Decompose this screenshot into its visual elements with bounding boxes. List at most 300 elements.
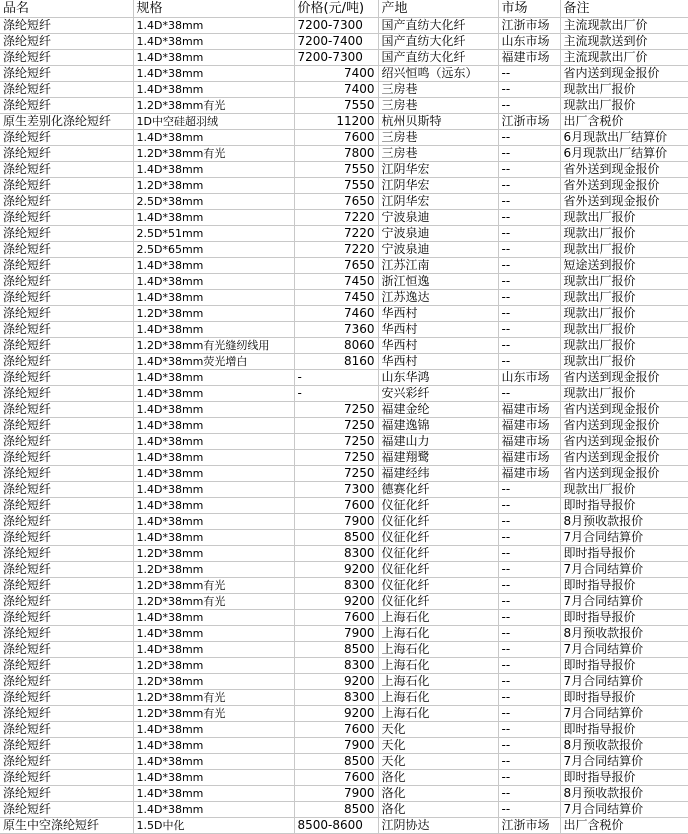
product-name-cell: 涤纶短纤 [0,370,133,386]
market-cell: -- [498,546,560,562]
note-cell: 即时指导报价 [560,578,688,594]
spec-cell: 1.2D*38mm [133,562,294,578]
market-cell: -- [498,578,560,594]
origin-cell: 国产直纺大化纤 [378,34,498,50]
product-name-cell: 涤纶短纤 [0,578,133,594]
spec-cell: 1.4D*38mm [133,290,294,306]
note-cell: 现款出厂报价 [560,306,688,322]
origin-cell: 福建逸锦 [378,418,498,434]
header-market: 市场 [498,0,560,18]
table-row [0,162,688,178]
origin-cell: 福建山力 [378,434,498,450]
product-name-cell: 涤纶短纤 [0,210,133,226]
table-row [0,210,688,226]
origin-cell: 华西村 [378,354,498,370]
note-cell: 7月合同结算价 [560,706,688,722]
product-name-cell: 涤纶短纤 [0,226,133,242]
note-cell: 现款出厂报价 [560,226,688,242]
price-cell: 7600 [294,498,378,514]
market-cell: -- [498,354,560,370]
origin-cell: 上海石化 [378,690,498,706]
product-name-cell: 涤纶短纤 [0,130,133,146]
market-cell: -- [498,210,560,226]
market-cell: 山东市场 [498,34,560,50]
market-cell: -- [498,226,560,242]
product-name-cell: 涤纶短纤 [0,754,133,770]
spec-cell: 1.4D*38mm [133,514,294,530]
note-cell: 现款出厂报价 [560,98,688,114]
table-row [0,338,688,354]
origin-cell: 天化 [378,754,498,770]
product-name-cell: 原生差别化涤纶短纤 [0,114,133,130]
table-row [0,482,688,498]
market-cell: -- [498,706,560,722]
market-cell: -- [498,386,560,402]
note-cell: 即时指导报价 [560,498,688,514]
market-cell: 福建市场 [498,418,560,434]
product-name-cell: 涤纶短纤 [0,146,133,162]
origin-cell: 仪征化纤 [378,530,498,546]
table-row [0,402,688,418]
spec-cell: 1.4D*38mm [133,466,294,482]
note-cell: 省内送到现金报价 [560,66,688,82]
product-name-cell: 涤纶短纤 [0,786,133,802]
header-price: 价格(元/吨) [294,0,378,18]
spec-cell: 1.4D*38mm [133,258,294,274]
spec-cell: 1.4D*38mm [133,770,294,786]
price-cell: 7200-7300 [294,18,378,34]
origin-cell: 华西村 [378,322,498,338]
market-cell: -- [498,802,560,818]
price-cell: 7900 [294,626,378,642]
note-cell: 主流现款出厂价 [560,50,688,66]
header-row [0,0,688,18]
market-cell: 福建市场 [498,402,560,418]
product-name-cell: 涤纶短纤 [0,658,133,674]
table-row [0,290,688,306]
origin-cell: 仪征化纤 [378,562,498,578]
origin-cell: 华西村 [378,338,498,354]
product-name-cell: 涤纶短纤 [0,770,133,786]
market-cell: -- [498,754,560,770]
market-cell: -- [498,338,560,354]
product-name-cell: 涤纶短纤 [0,50,133,66]
price-cell: 7250 [294,434,378,450]
note-cell: 7月合同结算价 [560,674,688,690]
product-name-cell: 涤纶短纤 [0,402,133,418]
table-row [0,706,688,722]
table-row [0,578,688,594]
table-row [0,658,688,674]
origin-cell: 江苏逸达 [378,290,498,306]
market-cell: -- [498,610,560,626]
product-name-cell: 涤纶短纤 [0,482,133,498]
origin-cell: 山东华鸿 [378,370,498,386]
market-cell: -- [498,322,560,338]
origin-cell: 三房巷 [378,130,498,146]
note-cell: 8月预收款报价 [560,514,688,530]
table-row [0,386,688,402]
product-name-cell: 涤纶短纤 [0,674,133,690]
price-cell: 7360 [294,322,378,338]
spec-cell: 1D中空硅超羽绒 [133,114,294,130]
table-row [0,354,688,370]
spec-cell: 1.4D*38mm [133,370,294,386]
origin-cell: 仪征化纤 [378,514,498,530]
market-cell: -- [498,498,560,514]
note-cell: 即时指导报价 [560,546,688,562]
spec-cell: 2.5D*38mm [133,194,294,210]
spec-cell: 1.4D*38mm [133,754,294,770]
market-cell: -- [498,722,560,738]
price-cell: 7550 [294,98,378,114]
origin-cell: 天化 [378,722,498,738]
table-row [0,562,688,578]
market-cell: -- [498,738,560,754]
table-row [0,226,688,242]
product-name-cell: 涤纶短纤 [0,690,133,706]
product-name-cell: 涤纶短纤 [0,610,133,626]
table-row [0,754,688,770]
table-row [0,18,688,34]
price-cell: 9200 [294,562,378,578]
product-name-cell: 涤纶短纤 [0,98,133,114]
market-cell: -- [498,482,560,498]
note-cell: 7月合同结算价 [560,530,688,546]
spec-cell: 1.4D*38mm [133,322,294,338]
origin-cell: 仪征化纤 [378,498,498,514]
product-name-cell: 涤纶短纤 [0,546,133,562]
origin-cell: 仪征化纤 [378,578,498,594]
product-name-cell: 涤纶短纤 [0,338,133,354]
origin-cell: 宁波泉迪 [378,242,498,258]
table-row [0,322,688,338]
origin-cell: 德赛化纤 [378,482,498,498]
product-name-cell: 涤纶短纤 [0,434,133,450]
origin-cell: 江阴协达 [378,818,498,834]
spec-cell: 1.4D*38mm [133,18,294,34]
origin-cell: 上海石化 [378,610,498,626]
market-cell: -- [498,786,560,802]
table-row [0,370,688,386]
table-row [0,146,688,162]
origin-cell: 三房巷 [378,98,498,114]
price-cell: 7250 [294,450,378,466]
product-name-cell: 涤纶短纤 [0,162,133,178]
origin-cell: 绍兴恒鸣（远东） [378,66,498,82]
product-name-cell: 涤纶短纤 [0,274,133,290]
table-row [0,738,688,754]
price-cell: 8500 [294,642,378,658]
product-name-cell: 涤纶短纤 [0,722,133,738]
spec-cell: 1.4D*38mm [133,530,294,546]
table-row [0,642,688,658]
origin-cell: 三房巷 [378,82,498,98]
table-row [0,514,688,530]
origin-cell: 洛化 [378,786,498,802]
price-cell: 8300 [294,690,378,706]
market-cell: -- [498,274,560,290]
price-cell: 8160 [294,354,378,370]
product-name-cell: 涤纶短纤 [0,418,133,434]
price-cell: 7220 [294,242,378,258]
table-row [0,194,688,210]
table-row [0,66,688,82]
market-cell: -- [498,66,560,82]
price-cell: 7550 [294,162,378,178]
spec-cell: 1.4D*38mm [133,50,294,66]
note-cell: 省外送到现金报价 [560,194,688,210]
product-name-cell: 涤纶短纤 [0,738,133,754]
note-cell: 短途送到报价 [560,258,688,274]
origin-cell: 洛化 [378,770,498,786]
product-name-cell: 涤纶短纤 [0,194,133,210]
note-cell: 省内送到现金报价 [560,402,688,418]
note-cell: 7月合同结算价 [560,754,688,770]
table-row [0,98,688,114]
table-row [0,546,688,562]
spec-cell: 1.4D*38mm [133,498,294,514]
product-name-cell: 涤纶短纤 [0,466,133,482]
note-cell: 8月预收款报价 [560,786,688,802]
origin-cell: 福建翔鹭 [378,450,498,466]
product-name-cell: 涤纶短纤 [0,802,133,818]
table-row [0,722,688,738]
spec-cell: 1.4D*38mm [133,402,294,418]
origin-cell: 仪征化纤 [378,594,498,610]
price-cell: - [294,370,378,386]
price-cell: 7900 [294,514,378,530]
spec-cell: 1.2D*38mm [133,178,294,194]
note-cell: 出厂含税价 [560,818,688,834]
table-row [0,770,688,786]
price-cell: 9200 [294,674,378,690]
price-cell: 7650 [294,258,378,274]
spec-cell: 1.4D*38mm [133,386,294,402]
table-row [0,818,688,834]
origin-cell: 洛化 [378,802,498,818]
spec-cell: 1.4D*38mm [133,418,294,434]
origin-cell: 杭州贝斯特 [378,114,498,130]
origin-cell: 宁波泉迪 [378,226,498,242]
price-cell: 8500 [294,802,378,818]
product-name-cell: 涤纶短纤 [0,258,133,274]
market-cell: -- [498,530,560,546]
price-cell: 7400 [294,82,378,98]
product-name-cell: 涤纶短纤 [0,498,133,514]
table-row [0,498,688,514]
spec-cell: 1.4D*38mm [133,434,294,450]
note-cell: 即时指导报价 [560,770,688,786]
market-cell: -- [498,178,560,194]
table-row [0,130,688,146]
spec-cell: 1.4D*38mm [133,802,294,818]
note-cell: 现款出厂报价 [560,274,688,290]
product-name-cell: 涤纶短纤 [0,626,133,642]
spec-cell: 1.4D*38mm [133,66,294,82]
price-cell: 7650 [294,194,378,210]
note-cell: 7月合同结算价 [560,802,688,818]
origin-cell: 上海石化 [378,658,498,674]
note-cell: 即时指导报价 [560,658,688,674]
product-name-cell: 涤纶短纤 [0,514,133,530]
table-row [0,690,688,706]
price-cell: 7300 [294,482,378,498]
spec-cell: 1.4D*38mm [133,450,294,466]
note-cell: 省内送到现金报价 [560,418,688,434]
note-cell: 主流现款出厂价 [560,18,688,34]
market-cell: 福建市场 [498,450,560,466]
note-cell: 现款出厂报价 [560,82,688,98]
price-cell: 7450 [294,290,378,306]
market-cell: -- [498,562,560,578]
note-cell: 省外送到现金报价 [560,178,688,194]
origin-cell: 国产直纺大化纤 [378,18,498,34]
note-cell: 现款出厂报价 [560,242,688,258]
spec-cell: 1.4D*38mm [133,130,294,146]
header-product-name: 品名 [0,0,133,18]
note-cell: 省外送到现金报价 [560,162,688,178]
table-row [0,450,688,466]
table-row [0,82,688,98]
spec-cell: 1.2D*38mm [133,306,294,322]
market-cell: -- [498,290,560,306]
price-cell: 11200 [294,114,378,130]
price-cell: 8500-8600 [294,818,378,834]
spec-cell: 1.4D*38mm [133,210,294,226]
market-cell: -- [498,98,560,114]
table-row [0,34,688,50]
note-cell: 省内送到现金报价 [560,466,688,482]
origin-cell: 江阴华宏 [378,162,498,178]
market-cell: -- [498,162,560,178]
table-body [0,18,688,834]
note-cell: 现款出厂报价 [560,386,688,402]
market-cell: -- [498,82,560,98]
price-cell: 7250 [294,402,378,418]
origin-cell: 上海石化 [378,642,498,658]
price-cell: 8300 [294,546,378,562]
price-cell: 7600 [294,770,378,786]
spec-cell: 1.2D*38mm [133,674,294,690]
table-row [0,274,688,290]
price-cell: 8500 [294,530,378,546]
note-cell: 现款出厂报价 [560,290,688,306]
market-cell: 福建市场 [498,466,560,482]
spec-cell: 1.4D*38mm [133,642,294,658]
product-name-cell: 涤纶短纤 [0,386,133,402]
spec-cell: 1.4D*38mm [133,482,294,498]
price-cell: 7450 [294,274,378,290]
price-cell: 8300 [294,578,378,594]
market-cell: -- [498,306,560,322]
note-cell: 7月合同结算价 [560,594,688,610]
note-cell: 7月合同结算价 [560,562,688,578]
origin-cell: 三房巷 [378,146,498,162]
price-cell: 7600 [294,130,378,146]
table-row [0,178,688,194]
market-cell: -- [498,642,560,658]
note-cell: 即时指导报价 [560,610,688,626]
note-cell: 现款出厂报价 [560,210,688,226]
price-cell: 7220 [294,226,378,242]
note-cell: 7月合同结算价 [560,642,688,658]
price-cell: 7250 [294,466,378,482]
note-cell: 即时指导报价 [560,690,688,706]
note-cell: 省内送到现金报价 [560,434,688,450]
note-cell: 省内送到现金报价 [560,370,688,386]
market-cell: -- [498,770,560,786]
product-name-cell: 涤纶短纤 [0,706,133,722]
price-cell: 9200 [294,706,378,722]
price-cell: 7600 [294,722,378,738]
price-cell: 7200-7300 [294,50,378,66]
note-cell: 现款出厂报价 [560,354,688,370]
price-cell: 7900 [294,786,378,802]
origin-cell: 安兴彩纤 [378,386,498,402]
product-name-cell: 涤纶短纤 [0,354,133,370]
product-name-cell: 涤纶短纤 [0,66,133,82]
market-cell: -- [498,626,560,642]
table-row [0,786,688,802]
market-cell: -- [498,242,560,258]
spec-cell: 1.2D*38mm [133,546,294,562]
price-cell: 7220 [294,210,378,226]
spec-cell: 1.2D*38mm有光 [133,594,294,610]
origin-cell: 江阴华宏 [378,178,498,194]
product-name-cell: 涤纶短纤 [0,34,133,50]
product-name-cell: 涤纶短纤 [0,594,133,610]
price-cell: 7900 [294,738,378,754]
note-cell: 即时指导报价 [560,722,688,738]
header-spec: 规格 [133,0,294,18]
spec-cell: 1.4D*38mm [133,162,294,178]
note-cell: 省内送到现金报价 [560,450,688,466]
product-name-cell: 涤纶短纤 [0,322,133,338]
table-row [0,466,688,482]
origin-cell: 上海石化 [378,706,498,722]
table-row [0,418,688,434]
product-name-cell: 涤纶短纤 [0,642,133,658]
spec-cell: 1.4D*38mm [133,82,294,98]
note-cell: 现款出厂报价 [560,338,688,354]
spec-cell: 1.2D*38mm有光 [133,98,294,114]
origin-cell: 仪征化纤 [378,546,498,562]
product-name-cell: 涤纶短纤 [0,178,133,194]
spec-cell: 1.4D*38mm [133,738,294,754]
price-cell: 7400 [294,66,378,82]
market-cell: -- [498,146,560,162]
spec-cell: 1.2D*38mm有光 [133,146,294,162]
price-cell: 7800 [294,146,378,162]
product-name-cell: 涤纶短纤 [0,18,133,34]
spec-cell: 1.2D*38mm有光缝纫线用 [133,338,294,354]
note-cell: 6月现款出厂结算价 [560,146,688,162]
table-row [0,242,688,258]
origin-cell: 国产直纺大化纤 [378,50,498,66]
origin-cell: 江苏江南 [378,258,498,274]
market-cell: -- [498,690,560,706]
price-cell: 7250 [294,418,378,434]
spec-cell: 1.2D*38mm [133,658,294,674]
product-name-cell: 涤纶短纤 [0,306,133,322]
table-row [0,306,688,322]
price-cell: 8500 [294,754,378,770]
spec-cell: 1.4D*38mm [133,722,294,738]
product-name-cell: 涤纶短纤 [0,290,133,306]
market-cell: 江浙市场 [498,818,560,834]
price-cell: - [294,386,378,402]
